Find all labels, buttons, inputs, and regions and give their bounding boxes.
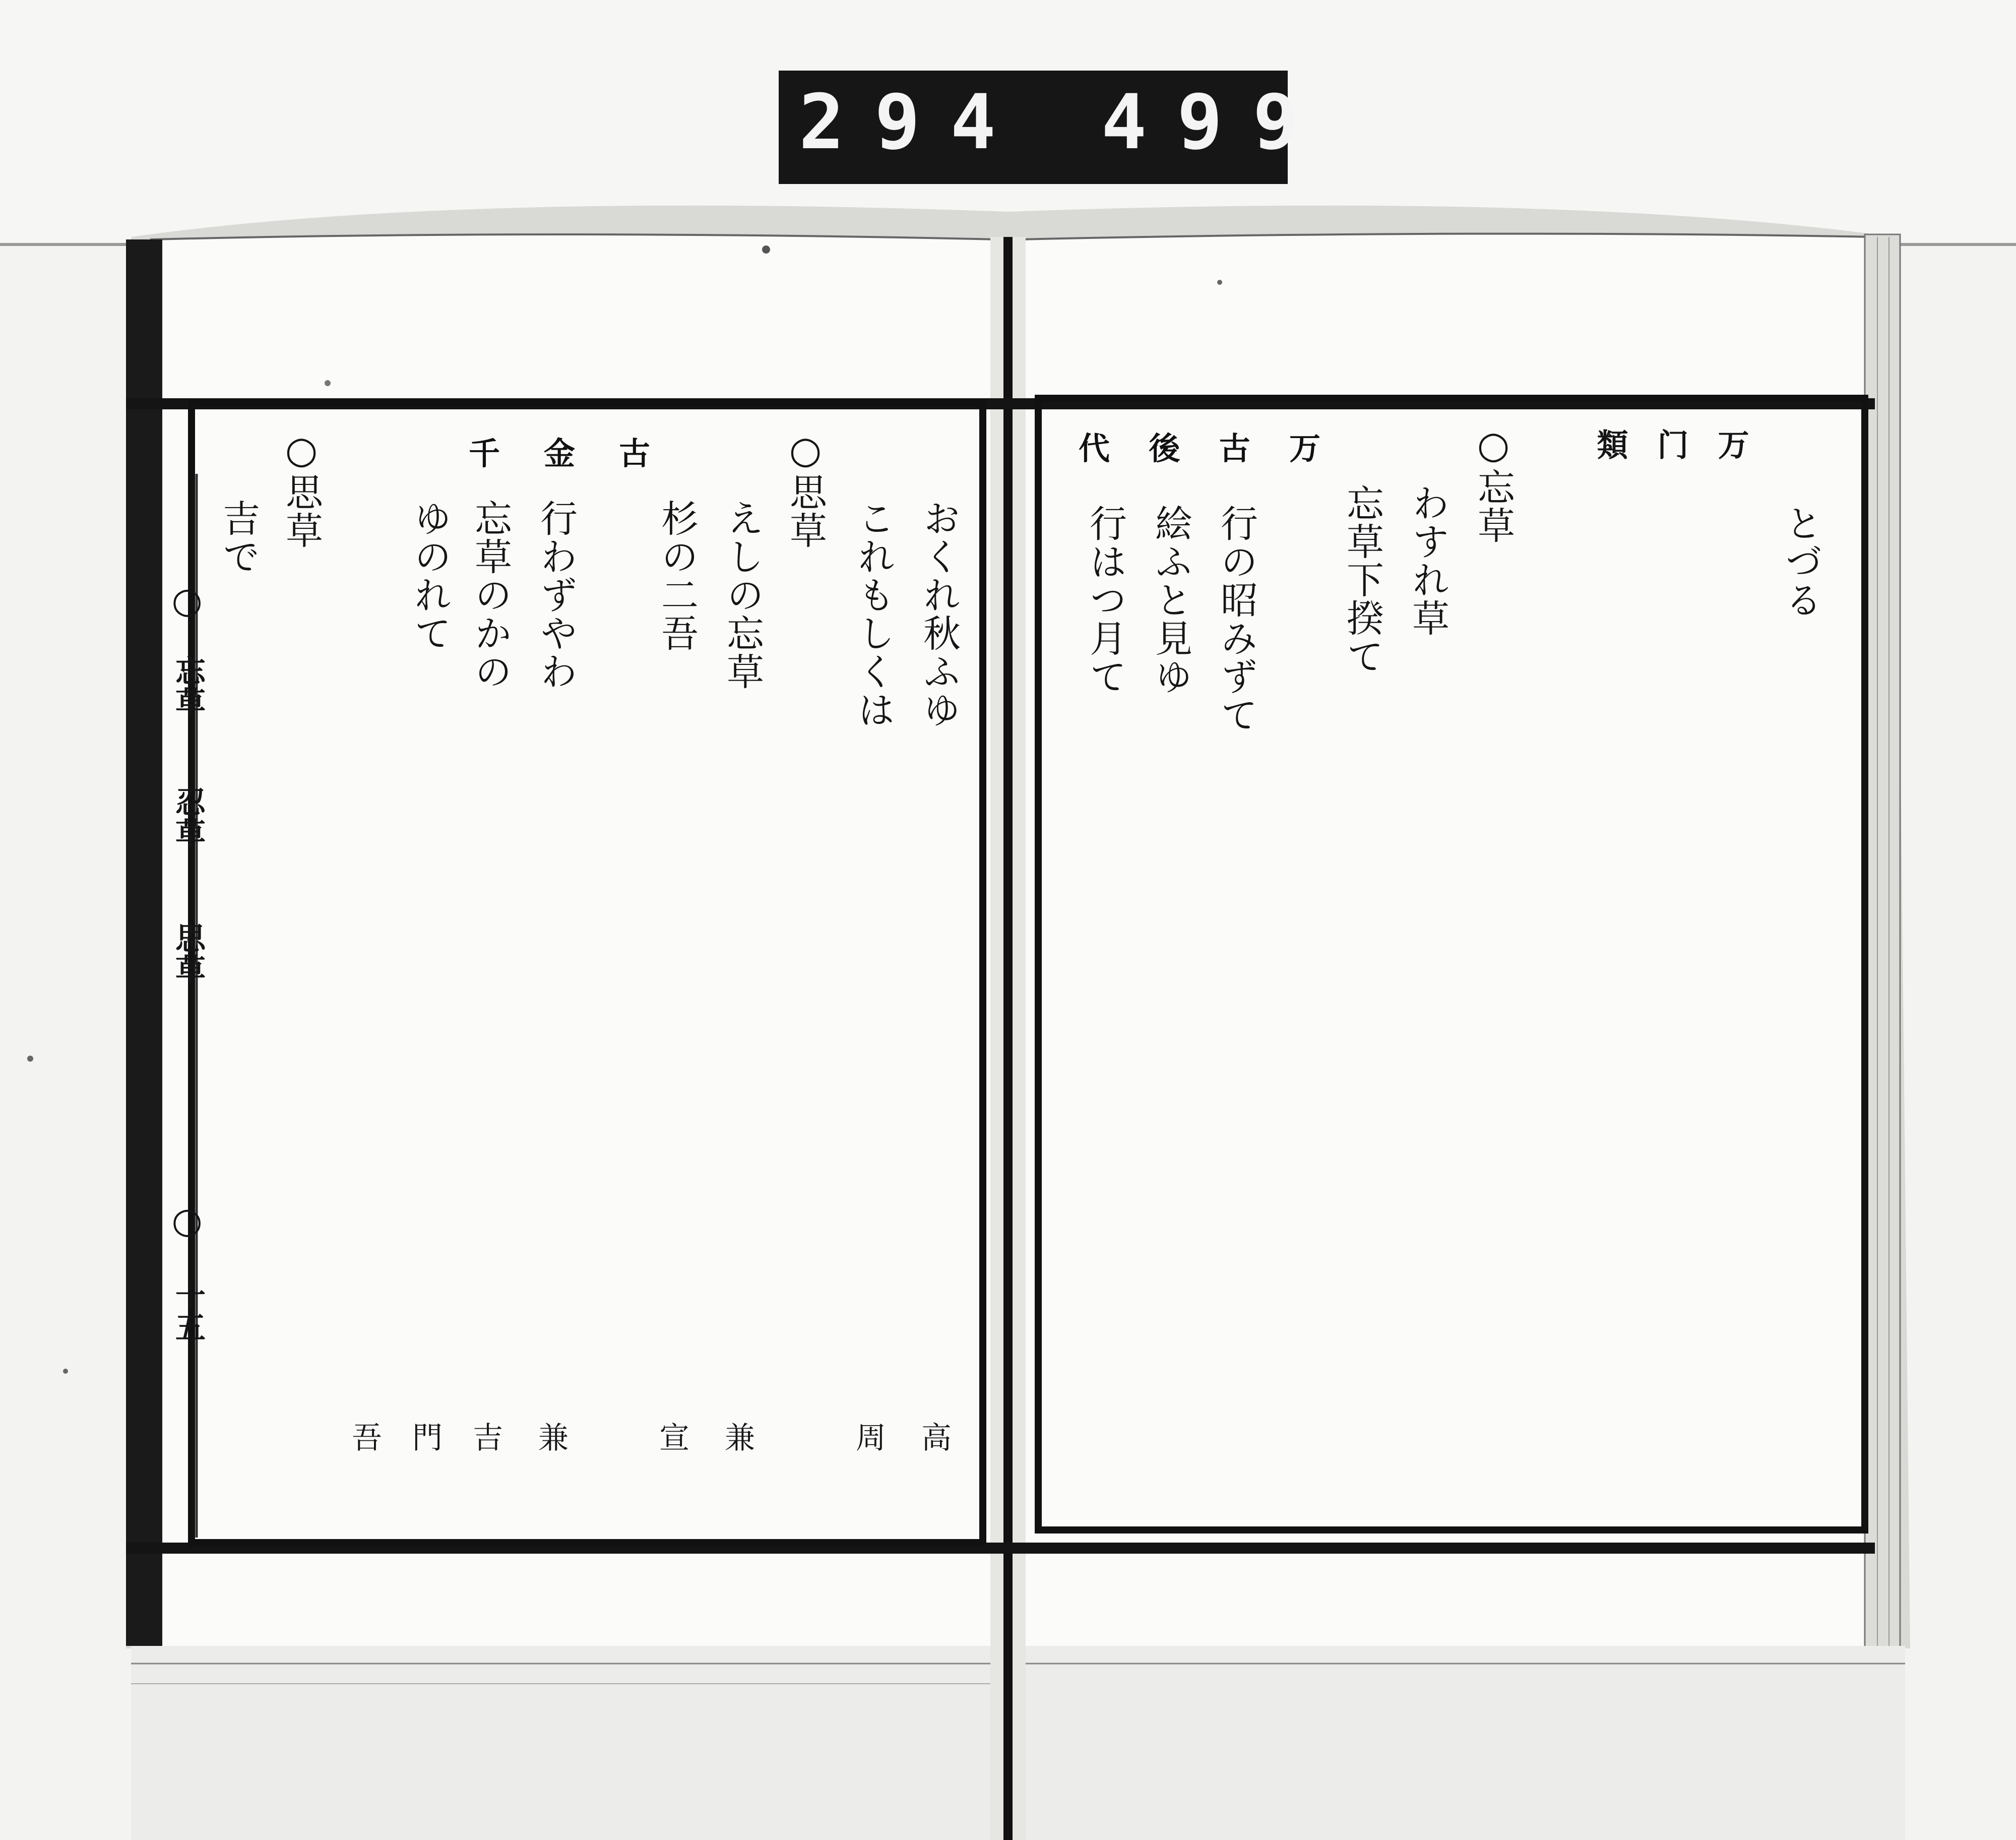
left-body-line: 忘草のかの [469,499,512,691]
left-body-line: ゆのれて [408,499,452,652]
right-header-char-2: 门 [1652,428,1689,461]
margin-label: 忘草 [170,655,206,718]
left-body-line: 吉で [217,499,260,576]
left-page-stack [131,1646,998,1840]
left-author-name: 高 [916,1422,952,1453]
right-body-line: 絵ふと見ゆ [1149,504,1192,696]
folio-number: 十五 [170,1280,206,1343]
left-author-name: 吾 [347,1422,382,1453]
right-body-line: とづる [1779,504,1822,619]
margin-label: 忍草 [170,786,206,849]
right-body-line: 行はつ月て [1084,504,1127,696]
left-bullet-title-2: ○思草 [280,428,323,549]
margin-circle-top: ○ [166,580,208,622]
left-author-name: 吉 [468,1422,503,1453]
margin-label: 思草 [170,923,206,985]
right-header-row-char: 古 [1219,430,1250,467]
left-author-name: 兼 [533,1422,569,1453]
right-header-row-char: 万 [1289,430,1320,467]
right-page-stack [1018,1646,1905,1840]
left-page-spine-edge [126,239,162,1646]
left-author-name: 周 [851,1422,886,1453]
film-frame-label [779,71,1329,184]
right-header-char-3: 類 [1592,428,1628,461]
frame-number-left: 294 [799,79,1026,166]
right-bullet-title: ○忘草 [1472,423,1515,544]
right-body-line: 忘草下揆て [1341,484,1384,676]
left-header-row [469,428,650,473]
right-body-line: わすれ草 [1406,484,1450,637]
frame-number-right: 499 [1101,79,1329,166]
left-body-line: おくれ秋ふゆ [917,499,961,729]
left-body-line: えしの忘草 [721,499,764,691]
margin-circle-bottom: ○ [166,1200,208,1242]
right-body-line: 行の昭みずて [1215,504,1258,734]
right-page-leaves [1865,234,1900,1656]
left-header-row-char: 千 [469,435,500,472]
right-header-row [1079,423,1320,468]
right-header-char-1: 万 [1713,428,1749,461]
left-body-line: 行わずやわ [534,499,578,691]
left-body-line: これもしくは [852,499,895,729]
right-header-row-char: 代 [1079,430,1110,467]
left-author-name: 門 [407,1422,443,1453]
left-bullet-title-1: ○思草 [784,428,827,549]
right-header-row-char: 後 [1149,430,1180,467]
left-author-name: 兼 [720,1422,755,1453]
left-body-line: 杉の二吾 [655,499,699,652]
left-header-row-char: 古 [618,435,650,472]
left-author-name: 宣 [654,1422,689,1453]
left-header-row-char: 金 [543,435,575,472]
